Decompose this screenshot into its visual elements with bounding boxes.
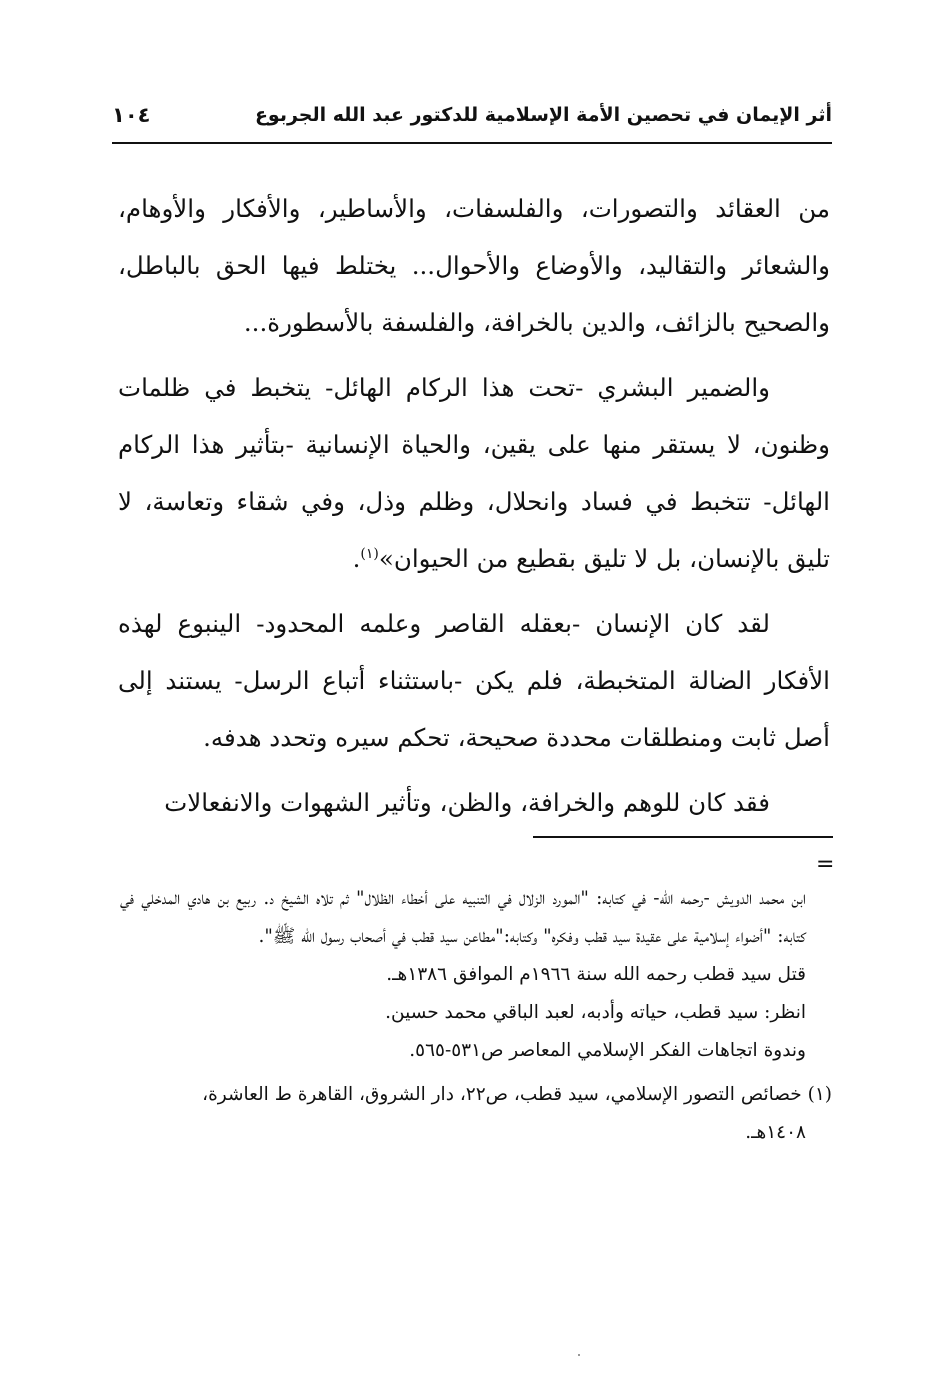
scan-speck xyxy=(578,1354,580,1356)
paragraph-2-text: والضمير البشري -تحت هذا الركام الهائل- يتخبط في ظلمات وظنون، لا يستقر منها على يقين، والحياة الإنسانية -بتأثير هذا الركام الهائل- تتخبط في فساد وانحلال، وظلم وذل، وفي شقاء وتعاسة، لا تليق بالإنسان، بل لا تليق بقطيع من الحيوان» xyxy=(118,373,830,573)
footnotes xyxy=(120,880,832,1152)
header-title: أثر الإيمان في تحصين الأمة الإسلامية للدكتور عبد الله الجربوع xyxy=(254,104,832,126)
page-number: ١٠٤ xyxy=(112,103,151,127)
header-rule xyxy=(112,142,832,144)
footnote-1-continued: ١٤٠٨هـ. xyxy=(745,1122,806,1143)
footnote-ref-1: (١) xyxy=(360,545,379,562)
paragraph-3: لقد كان الإنسان -بعقله القاصر وعلمه المحدود- الينبوع لهذه الأفكار الضالة المتخبطة، فلم يكن -باستثناء أتباع الرسل- يستند إلى أصل ثابت ومنطلقات محددة صحيحة، تحكم سيره وتحدد هدفه. xyxy=(118,609,830,752)
paragraph-1: من العقائد والتصورات، والفلسفات، والأساطير، والأفكار والأوهام، والشعائر والتقاليد، والأوضاع والأحوال... يختلط فيها الحق بالباطل، والصحيح بالزائف، والدين بالخرافة، والفلسفة بالأسطورة... xyxy=(118,194,830,337)
main-text xyxy=(118,180,830,839)
footnote-line-3: انظر: سيد قطب، حياته وأدبه، لعبد الباقي محمد حسين. xyxy=(385,1002,806,1023)
footnote-separator xyxy=(533,836,833,838)
running-head xyxy=(112,92,832,138)
footnote-continued-text: ابن محمد الدويش -رحمه الله- في كتابه: "المورد الزلال في التنبيه على أخطاء الظلال" ثم تلاه الشيخ د. ربيع بن هادي المدخلي في كتابه: "أضواء إسلامية على عقيدة سيد قطب وفكره" وكتابه:"مطاعن سيد قطب في أصحاب رسول الله ﷺ". xyxy=(120,888,806,947)
footnote-line-2: قتل سيد قطب رحمه الله سنة ١٩٦٦م الموافق ١٣٨٦هـ. xyxy=(386,964,806,985)
paragraph-2-end: . xyxy=(352,544,361,573)
paragraph-4: فقد كان للوهم والخرافة، والظن، وتأثير الشهوات والانفعالات xyxy=(164,788,770,817)
paragraph-2 xyxy=(118,359,830,587)
footnote-line-4: وندوة اتجاهات الفكر الإسلامي المعاصر ص٥٣١-٥٦٥. xyxy=(409,1040,806,1061)
footnote-continuation-mark: = xyxy=(816,852,835,877)
footnote-1: (١) خصائص التصور الإسلامي، سيد قطب، ص٢٢، دار الشروق، القاهرة ط العاشرة، xyxy=(202,1084,832,1105)
